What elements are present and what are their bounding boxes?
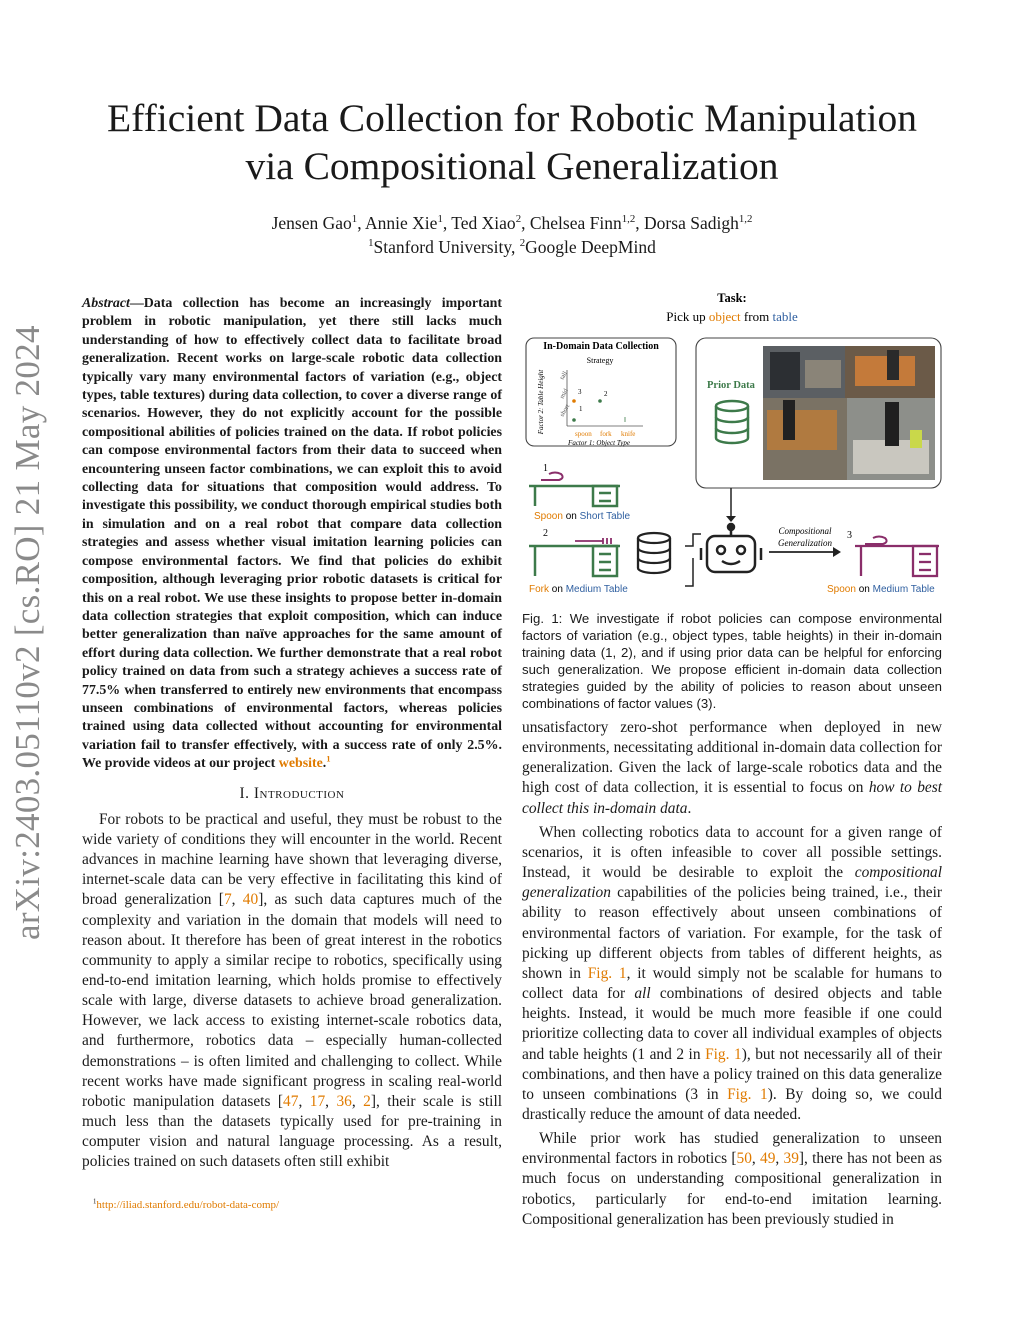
figure-ref-link[interactable]: Fig. 1 [705, 1045, 742, 1063]
affiliation-number: 2 [519, 237, 526, 250]
author-name: Chelsea Finn [529, 213, 622, 233]
footnote-marker[interactable]: 1 [326, 753, 331, 764]
text-run: combinations of desired objects and table heights. Instead, it would be much more feasible if one could prioritize collecting data to cover all individual examples of objects and table heights (1 and 2 in [522, 985, 942, 1063]
title-line-1: Efficient Data Collection for Robotic Manipulation [107, 96, 917, 140]
text-run: capabilities of the policies being trained, i.e., their ability to reason effectively about unseen combinations of environmental factors of variation. For example, for the task of picking up different objects from tables of different heights, as shown in [522, 884, 942, 982]
website-link[interactable]: website [278, 756, 323, 772]
medium-table-target-icon [855, 546, 939, 576]
text-run: , [231, 891, 243, 909]
item3-object: Spoon [827, 584, 856, 595]
text-run: ], as such data captures much of the complexity and variation in the domain that models will need to reason about. It therefore has been of great interest in the robotics community to apply a similar recipe to robotics, specifically using end-to-end imitation learning, which holds promise to effectively scale with large, diverse datasets to achieve broad generalization. However, we lack access to existing internet-scale robotics data, and furthermore, robotics data – especially human-collected demonstrations – is often limited and challenging to collect. While recent works have made significant progress in scaling real-world robotic manipulation datasets [ [82, 891, 502, 1110]
robot-photo-collage [763, 346, 935, 480]
robot-icon [701, 524, 761, 572]
strategy-point-2 [598, 399, 602, 403]
text-run: . [687, 799, 692, 817]
left-column [82, 295, 502, 1173]
text-run: on [562, 511, 580, 522]
object-tick-knife: knife [621, 430, 636, 438]
emphasis: compositional generalization [522, 864, 942, 902]
text-run: unsatisfactory zero-shot performance when deployed in new environments, necessitating additional in-domain data collection for generalization. Given the lack of large-scale robotics data and the high cost of data collection, it is essential to focus on [522, 719, 942, 797]
author-block [0, 211, 1024, 259]
text-run: , [775, 1150, 784, 1168]
section-heading [82, 784, 502, 804]
strategy-label: Strategy [586, 356, 614, 365]
prior-data-label: Prior Data [707, 380, 755, 391]
comp-gen-label-1: Compositional [778, 526, 832, 536]
citation-link[interactable]: 40 [242, 891, 259, 909]
item1-caption [534, 511, 630, 522]
intro-paragraph [82, 810, 502, 1173]
text-run: on [549, 584, 566, 595]
object-tick-spoon: spoon [575, 430, 592, 438]
height-tick-tall: tall [558, 370, 569, 381]
medium-table-icon [529, 546, 620, 576]
item2-table: Medium Table [565, 584, 628, 595]
height-tick-mid: mid [558, 387, 570, 400]
citation-link[interactable]: 36 [336, 1092, 352, 1110]
text-run: , [751, 1150, 760, 1168]
figure-ref-link[interactable]: Fig. 1 [727, 1085, 768, 1103]
body-paragraph [522, 1129, 942, 1230]
item3-number: 3 [847, 530, 852, 541]
item1-number: 1 [543, 463, 548, 474]
author-name: Dorsa Sadigh [644, 213, 739, 233]
section-title: Introduction [253, 784, 345, 802]
text-run: , [325, 1092, 337, 1110]
citation-link[interactable]: 39 [783, 1150, 799, 1168]
in-domain-database-icon [638, 533, 670, 573]
text-run: While prior work has studied generalization to unseen environmental factors in robotics [ [522, 1130, 942, 1168]
citation-link[interactable]: 47 [283, 1092, 299, 1110]
task-sentence [666, 309, 798, 324]
author-affiliation: 1,2 [621, 213, 636, 226]
abstract-text: —Data collection has become an increasingly important problem in robotic manipulation, yet there still lacks much understanding of how to effectively collect data to facilitate broad generalization. Recent works on large-scale robotic data collection typically vary many environmental factors of variation (e.g., object types, table textures) during data collection, to cover a diverse range of scenarios. However, they do not explicitly account for the possible compositional abilities of policies trained on the data. If robot policies can compose environmental factors from their data to succeed when encountering unseen factor combinations, we can exploit this to avoid collecting data for situations that composition would address. To investigate this possibility, we conduct thorough empirical studies both in simulation and on a real robot that compare data collection strategies and assess whether visual imitation learning policies can compose environmental factors. We find that policies do exhibit composition, although leveraging prior robotic datasets is critical for this on a real robot. We use these insights to propose better in-domain data collection strategies that exploit composition, which can induce better generalization than naïve approaches for the same amount of effort during data collection. We further demonstrate that a real robot policy trained on data from such a strategy achieves a success rate of 77.5% when transferred to entirely new environments that encompass unseen combinations of environmental factors, whereas policies trained using data collected without accounting for environmental variation fail to transfer effectively, with a success rate of only 2.5%. We provide videos at our project [82, 296, 502, 772]
body-paragraph [522, 823, 942, 1125]
arxiv-identifier: arXiv:2403.05110v2 [cs.RO] 21 May 2024 [8, 325, 47, 940]
item1-table: Short Table [579, 511, 631, 522]
strategy-point-1 [572, 418, 576, 422]
right-column [522, 718, 942, 1230]
author-affiliation: 1,2 [738, 213, 753, 226]
task-table-word: table [772, 309, 798, 324]
affiliation-name: Stanford University [373, 237, 511, 257]
citation-link[interactable]: 49 [760, 1150, 776, 1168]
title-line-2: via Compositional Generalization [245, 144, 779, 188]
strategy-point-3 [572, 399, 576, 403]
item3-table: Medium Table [872, 584, 935, 595]
fork-icon [575, 538, 611, 544]
strategy-point-label: 1 [579, 405, 583, 413]
factor1-axis-label: Factor 1: Object Type [568, 439, 630, 447]
body-paragraph [522, 718, 942, 819]
item2-number: 2 [543, 528, 548, 539]
text-run: ], their scale is still much less than the datasets typically used for pre-training in computer vision and natural language processing. As a result, policies trained on such datasets often still exhibit [82, 1092, 502, 1171]
text-run: , [298, 1092, 310, 1110]
text-run: When collecting robotics data to account for a given range of scenarios, it is often infeasible to cover all possible settings. Instead, it would be desirable to exploit the [522, 823, 942, 882]
object-tick-fork: fork [600, 430, 612, 438]
task-object-word: object [708, 309, 741, 324]
affiliation-number: 1 [368, 237, 374, 250]
section-number: I. [239, 784, 250, 802]
author-affiliation: 1 [351, 213, 358, 226]
short-table-icon [529, 486, 620, 506]
task-label: Task: [717, 291, 747, 305]
item1-object: Spoon [534, 511, 563, 522]
height-tick-short: short [558, 403, 572, 418]
factor2-axis-label: Factor 2: Table Height [537, 369, 545, 435]
text-run: from [740, 309, 773, 324]
citation-link[interactable]: 7 [223, 891, 232, 909]
comp-gen-label-2: Generalization [778, 538, 832, 548]
footnote [93, 1199, 279, 1211]
author-list: Jensen Gao$^1$, Annie Xie$^1$, Ted Xiao$^2$, Chelsea Finn$^{1,2}$, Dorsa Sadigh$^{1,2}$ [271, 213, 753, 233]
citation-link[interactable]: 50 [736, 1150, 752, 1168]
author-name: Annie Xie [365, 213, 438, 233]
author-name: Jensen Gao [271, 213, 352, 233]
text-run: For robots to be practical and useful, they must be robust to the wide variety of conditions they will encounter in the world. Recent advances in machine learning have shown that leveraging diverse, internet-scale data can be very effective in facilitating this kind of broad generalization [ [82, 810, 502, 909]
figure-1 [515, 290, 955, 602]
footnote-url[interactable]: http://iliad.stanford.edu/robot-data-comp/ [96, 1199, 280, 1211]
text-run: ). By doing so, we could drastically reduce the amount of data needed. [522, 1085, 942, 1123]
author-affiliation: 1 [437, 213, 443, 226]
emphasis: all [634, 985, 651, 1003]
figure-caption [522, 610, 942, 712]
in-domain-title: In-Domain Data Collection [543, 341, 659, 352]
arrow-head [726, 516, 736, 522]
figure-ref-link[interactable]: Fig. 1 [587, 964, 627, 982]
abstract-label: Abstract [82, 296, 130, 311]
text-run: , [351, 1092, 364, 1110]
text-run: on [855, 584, 873, 595]
spoon-icon [865, 537, 887, 545]
caption-text: We investigate if robot policies can compose environmental factors of variation (e.g., object types, table heights) in their in-domain training data (1, 2), and if using prior data can be helpful for enforcing such generalization. We propose efficient in-domain data collection strategies guided by the ability of policies to reason about unseen combinations of factor values (3). [522, 611, 942, 711]
citation-link[interactable]: 17 [309, 1092, 326, 1110]
text-run: , it would simply not be scalable for humans to collect data for [522, 964, 942, 1003]
arrow-head [833, 547, 841, 557]
strategy-point-label: 3 [578, 388, 582, 396]
prior-database-icon [716, 401, 748, 443]
item2-caption [529, 584, 628, 595]
text-run: ), but not necessarily all of their combinations, and then have a policy trained on this data generalize to unseen combinations (3 in [522, 1045, 943, 1103]
text-run: Pick up [666, 309, 709, 324]
abstract: Abstract—Data collection has become an increasingly important problem in robotic manipulation, yet there still lacks much understanding of how to effectively collect data to facilitate broad generalization. Recent works on large-scale robotic data collection typically vary many environmental factors of variation (e.g., object types, table textures) during data collection, to cover a diverse range of scenarios. However, they do not explicitly account for the possible compositional abilities of policies trained on the data. If robot policies can compose environmental factors from their data to succeed when encountering unseen factor combinations, we can exploit this to avoid collecting data for situations that composition would address. To investigate this possibility, we conduct thorough empirical studies both in simulation and on a real robot that compare data collection strategies and assess whether visual imitation learning policies can compose environmental factors. We find that policies do exhibit composition, although leveraging prior robotic datasets is critical for this on a real robot. We use these insights to propose better in-domain data collection strategies that exploit composition, which can induce better generalization than naïve approaches for the same amount of effort during data collection. We further demonstrate that a real robot policy trained on data from such a strategy achieves a success rate of 77.5% when transferred to entirely new environments that encompass unseen combinations of environmental factors, whereas policies trained using data collected without accounting for environmental variation fail to transfer effectively, with a success rate of only 2.5%. We provide videos at our project website.$^1$ [82, 296, 502, 772]
affiliation-list: $^1$Stanford University, $^2$Google DeepMind [368, 237, 656, 257]
paper-title [0, 94, 1024, 190]
caption-label: Fig. 1: [522, 611, 563, 626]
emphasis: how to best collect this in-domain data [522, 779, 942, 817]
text-run: ], there has not been as much focus on understanding compositional generalization in robotics, particularly for end-to-end imitation learning. Compositional generalization has been previously studied in [522, 1150, 942, 1228]
item2-object: Fork [529, 584, 549, 595]
strategy-point-label: 2 [604, 390, 608, 398]
affiliation-name: Google DeepMind [525, 237, 656, 257]
author-name: Ted Xiao [451, 213, 516, 233]
footnote-number: 1 [93, 1198, 97, 1206]
connector-lines [685, 534, 701, 586]
item3-caption [827, 584, 935, 595]
citation-link[interactable]: 2 [363, 1092, 371, 1110]
author-affiliation: 2 [515, 213, 522, 226]
